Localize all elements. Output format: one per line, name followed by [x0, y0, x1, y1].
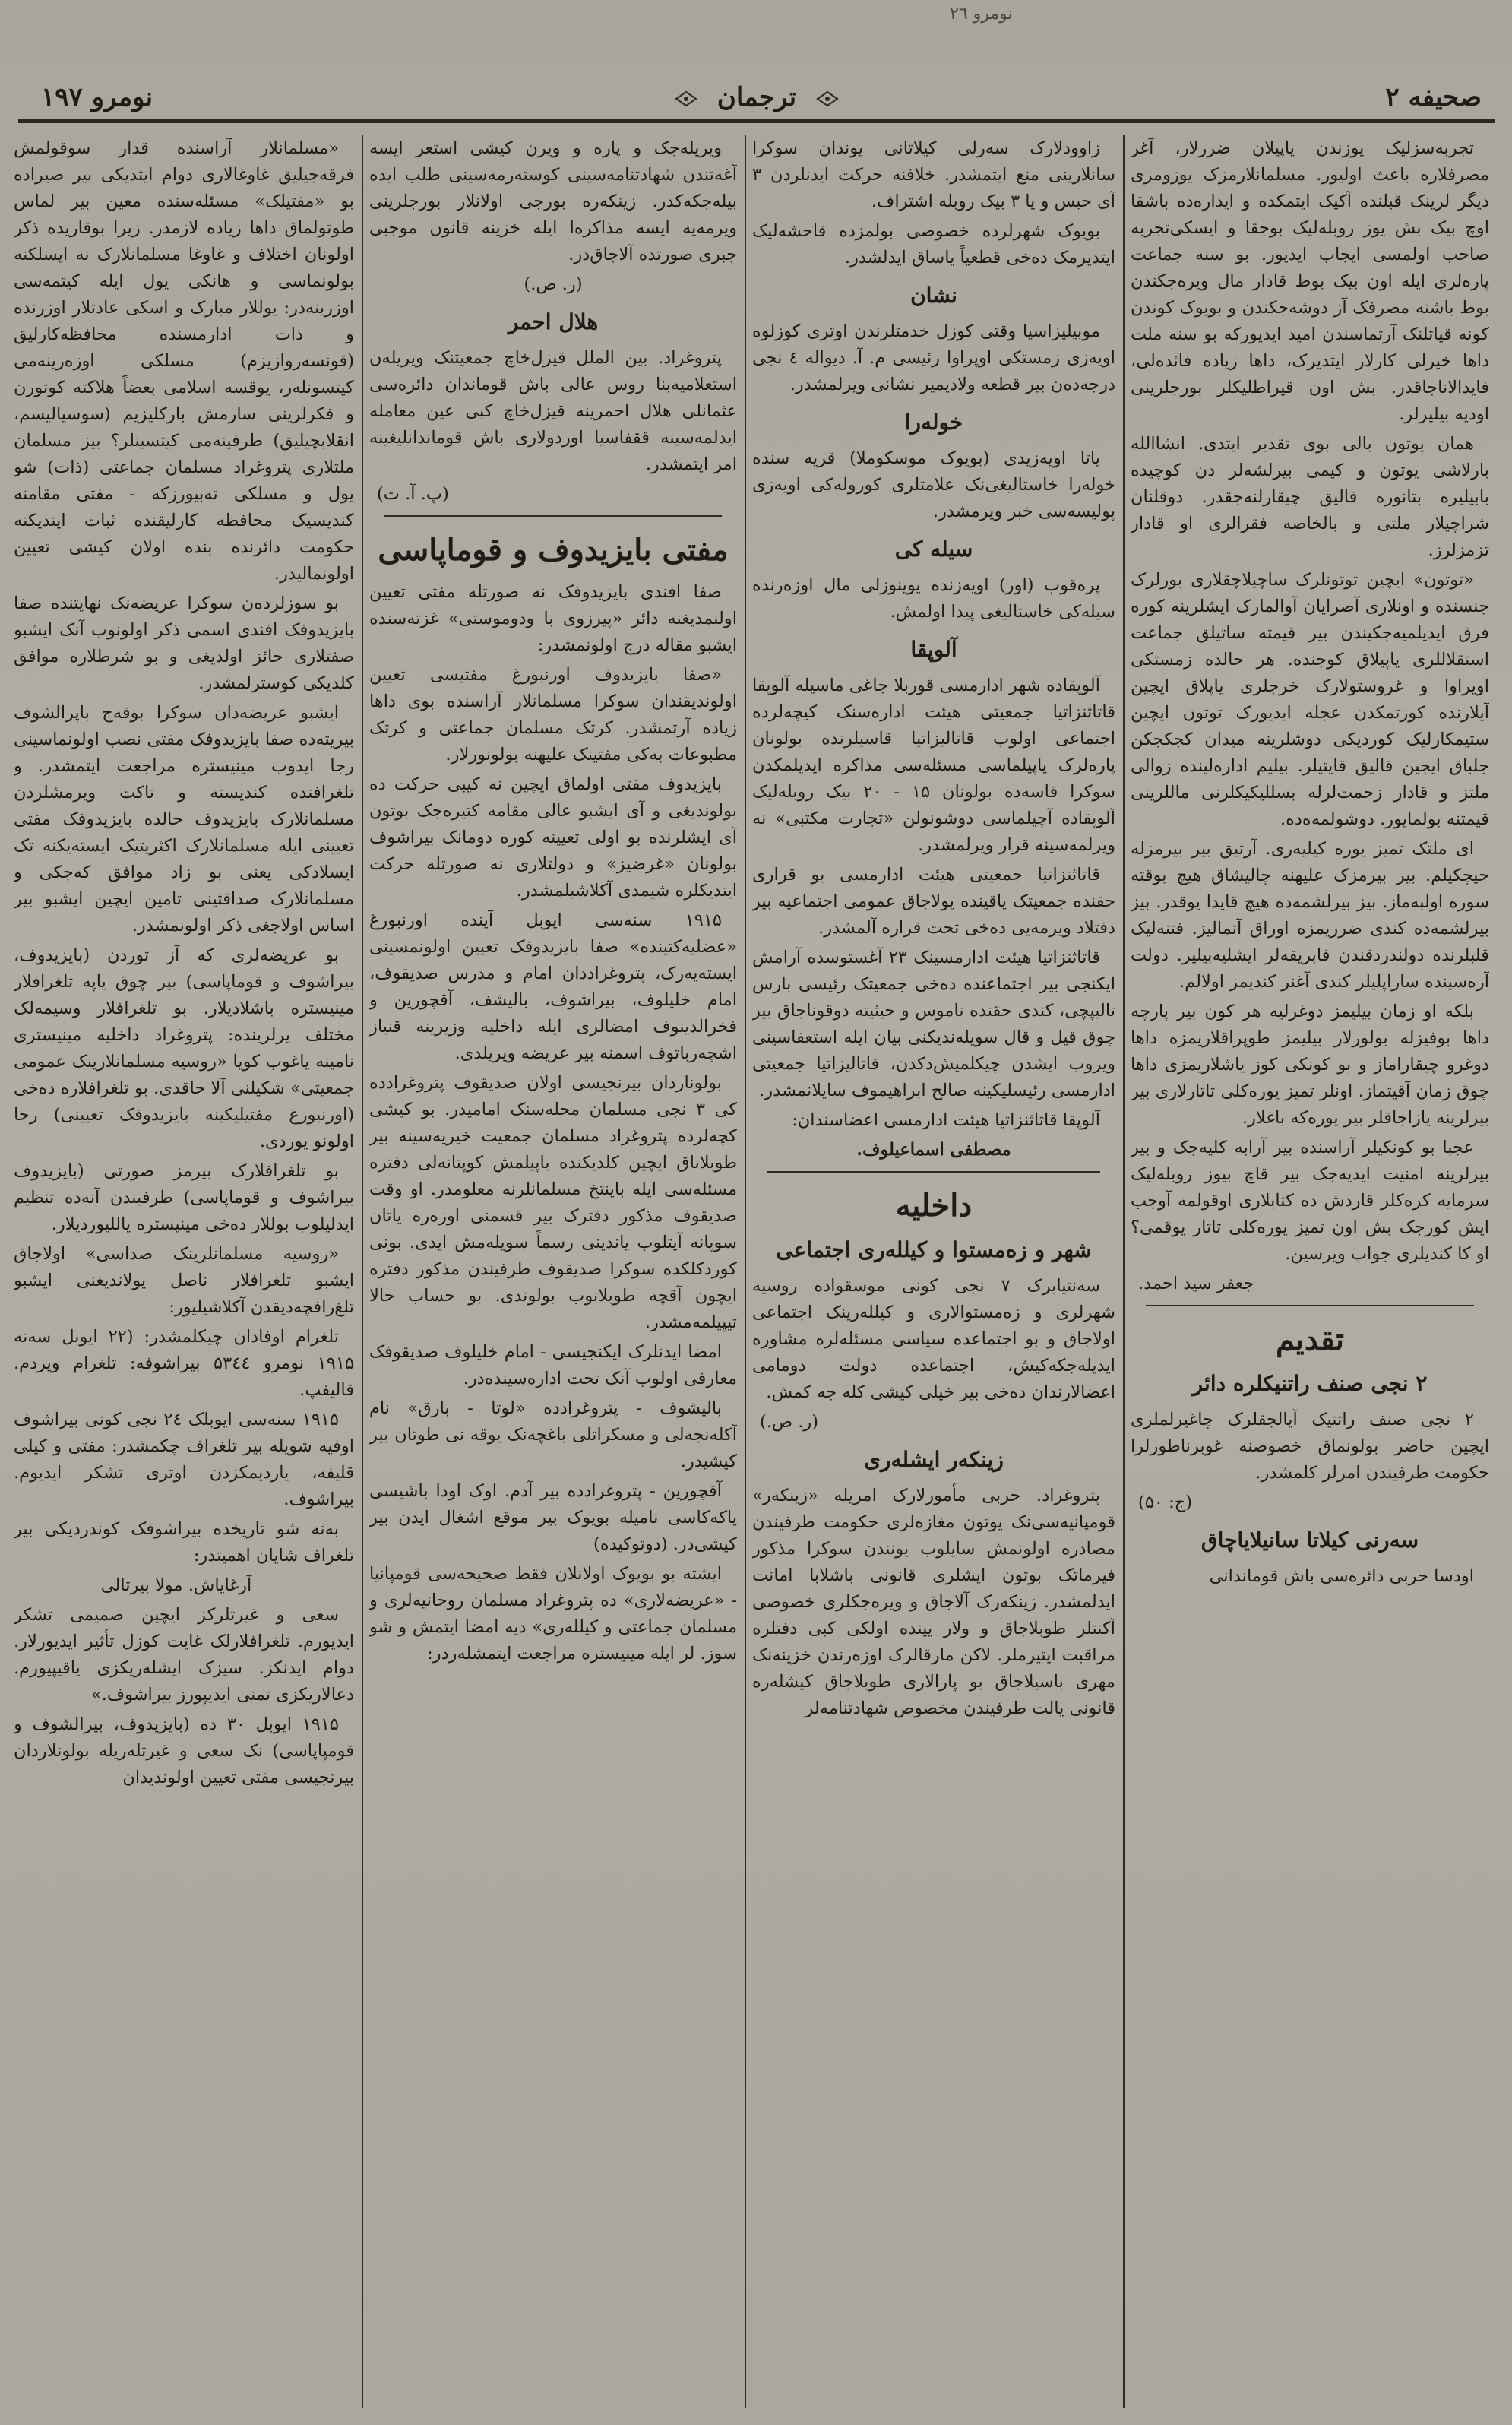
article-paragraph: قاتاثنزاتیا هیئت ادارمسینک ۲۳ آغستوسده آرامش ایکنجی بیر اجتماعنده ده‌خی جمعیتک رئیسی بارس تالیپچی، کندی حقنده ناموس و حیثیته دوقوناجاق بیر چوق قیل و قال سویله‌ندیکنی بیان ایله استعفاسینی ویروب ایشدن چیکلمیش‌دکدن، قاتالیزاتیا جمعیتی ادارمسی رئیسلیکینه صالح ابراهیموف سایلا‌نمشدر.	[752, 948, 1115, 1100]
article-signature: (پ. آ. ت)	[377, 484, 449, 504]
article-paragraph: موبیلیزاسیا وقتی کوزل خدمتلرندن اوتری کوزلوه اویه‌زی زمستکی اوپراوا رئیسی م. آ. دیواله ٤ نجی درجه‌ده‌ن بیر قطعه ولادیمیر نشانی ویرلمشدر.	[752, 321, 1115, 394]
top-note: نومرو ۲٦	[950, 5, 1013, 24]
article-paragraph: تجربه‌سزلیک یوزندن یاپیلان ضررلار، آغر مصرفلاره باعث اولیور. مسلمانلارمزک یوزومزی دیگر لرینک قبلنده آکیک ایتمکده و ایداره‌ده باشقا اوچ بیک بش یوز روبله‌لیک بوجقا و ایسکی‌تجربه صاحب اولمسی ایجاب ایدیور. بو سنه جماعت پاره‌لری ایله اون بیک بوط قادار مال ویره‌جکندن بوط باشنه مصرفک آز دوشه‌جکندن و بویوک کوندن کونه قیاتلنک آرتماسندن امید ایدیورکه بو سنه ملت داها خیرلی کارلار ایتدیرک، داها زیاده فائده‌لی، فایدالاناجاقدر. بش اون قیراطلیکلر بورجلرینی اودیه بیلیرلر.	[1131, 138, 1489, 424]
column-1	[1131, 135, 1489, 2408]
article-paragraph: آلوپقا قاتاثنزاتیا هیئت ادارمسی اعضاسندان:	[792, 1110, 1100, 1130]
article-paragraph: پره‌قوب (اور) اویه‌زنده یوینوزلی مال اوزه‌رنده سیله‌کی خاستالیغی پیدا اولمش.	[752, 575, 1115, 622]
article-signature: مصطفی اسماعیلوف.	[856, 1140, 1011, 1160]
article-heading: سیله کی	[894, 537, 973, 562]
column-rule	[745, 135, 746, 2408]
article-heading: نشان	[910, 283, 957, 308]
section-divider	[384, 515, 722, 517]
article-heading: ۲ نجی صنف راتنیکلره دائر	[1192, 1371, 1428, 1396]
article-paragraph: اودسا حربی دائره‌سی باش قوماندانی	[1209, 1566, 1474, 1586]
article-heading: هلال احمر	[508, 309, 599, 334]
column-rule	[362, 135, 363, 2408]
column-2	[752, 135, 1115, 2408]
article-paragraph: ۱۹۱۵ سنه‌سی ایوبلک ۲٤ نجی کونی بیراشوف اوفیه شویله بیر تلغراف چکمشدر: مفتی و کیلی قلیفه، یاردیمکزدن اوتری تشکر ایدیوم. بیراشوف.	[14, 1410, 354, 1509]
article-paragraph: «توتون» ایچین توتونلرک ساچیلاچقلاری بورلرک جنسنده و اونلاری آصرایان آوالمارک ایشلرینه کوره فرق ایدیلمیه‌جکیندن بیر قیمته ساتیلق جماعت استقلاللری یاپیلاق کوجنده. هر حالده زمستکی اویراوا و غروستولارک خرجلری یاپلاق ایچین آیلارنده کوزتمکدن عجله ایدیورک توتون ایچین ستیمکارلیک کوردیکی دوشلرینه میدان کجکجکن جلباق ایجین قالیق قایتیلر. بیلیم اداره‌لینده زوالی ملتز و قادار زحمت‌لرله بسللیکیکلرنی ماللرینی قیمتنه بولمایور. دوشولمه‌ه‌ده.	[1131, 570, 1489, 829]
article-signature: (ج: ۵۰)	[1138, 1493, 1192, 1512]
article-paragraph: «روسیه مسلمانلرینک صداسی» اولاجاق ایشبو تلغرافلار ناصل یولاندیغنی ایشبو تلغ‌رافچه‌دیقدن آکلاشیلیور:	[14, 1244, 354, 1317]
section-divider	[1146, 1305, 1474, 1306]
newspaper-title	[18, 82, 1495, 112]
column-4	[14, 135, 354, 2408]
article-paragraph: صفا افندی بایزیدوفک نه صورتله مفتی تعیین اولنمدیغنه دائر «پیرزوی با ودومو‌ستی» غزته‌سنده ایشبو مقاله درج اولو‌نمشدر:	[369, 582, 737, 655]
article-heading: زینکه‌ر ایشله‌ری	[864, 1447, 1004, 1472]
article-heading: شهر و زه‌مستوا و کیلله‌ری اجتماعی	[776, 1237, 1092, 1262]
article-paragraph: «صفا بایزیدوف اورنبورغ مفتیسی تعیین اولوندیقندان سوکرا مسلمانلار آراسنده بوی داها زیاده آرتمشدر. کرتک مسلمان جماعتی و کرتک مطبوعات به‌کی مفتینک علیهنه بولونورلار.	[369, 665, 737, 765]
article-paragraph: همان یوتون بالی بوی تقدیر ایتدی. انشاالله بارلاشی یوتون و کیمی بیرلشه‌لر دن کوچیده بابیلیره بتانوره قالیق چیقارلنه‌جقدر. دوقلنان شراچیلار ملتی و بالخاصه فقرالری او قادار تزمزلرز.	[1131, 434, 1489, 560]
article-paragraph: یاتا اویه‌زیدی (بویوک موسکوملا) قریه سنده خوله‌را خاستالیغی‌نک علامتلری کوروله‌کی اویه‌زی پولیسه‌سی خبر ویرمشدر.	[752, 448, 1115, 521]
section-divider	[767, 1171, 1100, 1173]
article-paragraph: سعی و غیرتلرکز ایچین صمیمی تشکر ایدیورم. تلغرافلارلک غایت کوزل تأثیر ایدیورلار. دوام ایدنکز. سیزک ایشله‌ریکزی یاقیپیورم. دعالاریکزی تمنی ایدیپورز بیراشوف.»	[14, 1605, 354, 1705]
article-paragraph: بلکه او زمان بیلیمز دوغرلیه هر کون بیر پارچه داها بوفیزله بولورلار بیلیمز طوپراقلاریمزه داها دوغرو چیقاراماز و بو کونکی کوز یاشلاریمزی داها چوق زمان آقیتماز. اونلر تمیز یوره‌کلی تاتارلاری بیر بیرلرینه یازاجاقلر بیر یوره‌که باغلار.	[1131, 1002, 1489, 1128]
page-number-label: صحیفه ۲	[1385, 82, 1482, 112]
newspaper-title-text: ترجمان	[716, 82, 797, 112]
article-heading: آلوپقا	[910, 637, 957, 662]
article-signature: (ر. ص.)	[524, 274, 583, 294]
article-heading-main: مفتی بایزیدوف و قوماپاسی	[378, 532, 729, 568]
article-paragraph: بالیشوف - پتروغرادده «لوتا - بارق» نام آکله‌نجه‌لی و مسکراتلی باغچه‌نک یوقه نی طوتان بیر کیشیدر.	[369, 1398, 737, 1471]
ornament-right-icon	[816, 89, 839, 109]
article-paragraph: عجبا بو کونکیلر آراسنده بیر آرابه کلیه‌جک و بیر بیرلرینه امنیت ایدیه‌جک بیر قاچ بیوز روبله‌لیک سرمایه کره‌کلر قاردش ده کتابلاری اوقولمه آوجب ایش کورجک بش اون تمیز یوره‌کلی تاتار یوقمی؟ او کا کندیلری جواب ویرسین.	[1131, 1138, 1489, 1264]
article-paragraph: ای ملتک تمیز یوره کیلیه‌ری. آرتیق بیر بیرمزله حیچکیلم. بیر بیرمزک علیهنه چالیشاق هیچ بوقته سوره اولبه‌ماز. بیز بیرلشمه‌ده هیچ قایدا یوقدر. بیز بیرلشمه‌ده کندی ضرریمزه اوراق آتمالیز. فتنه‌لیک قلبلرنده دولندردقندن فابریقه‌لر ایشلیه‌بیلیر. دولت آره‌سینده ساراپلیلر کندی آغنر کندیمز اولالم.	[1131, 839, 1489, 992]
article-paragraph: پتروغراد. حربی مأمورلارک امریله «زینکه‌ر» قومپانیه‌سی‌نک یوتون مغازه‌لری حکومت طرفیندن مصادره اولونمش سایلوب یونندن سوکرا مذکور فیرماتک بوتون ایشلری قانونی باشلابا امانت ایدلمشدر. زینکه‌رک آلاجاق و ویره‌جکلری خصوصی آکنتلر طوبلاجاق و ولار یینده اولکی کبی دفتلره مراقبت ایتیرملر. لاکن مارقالرک اوزه‌رندن خزینه‌نک مهری باسیلاجاق بو پارالاری طوبلاجاق کیشله‌ره قانونی یالت طرفیندن مخصوص شهادتنامه‌لر	[752, 1486, 1115, 1718]
issue-number-label: نومرو ۱۹۷	[41, 82, 153, 112]
column-rule	[1123, 135, 1125, 2408]
article-paragraph: ایشبو عریضه‌دان سوکرا بوقه‌ج باپرالشوف بیریته‌ده صفا بایزیدوفک مفتی نصب او‌لونماسینی رجا ایدوب مینیستره مراجعت ایتمشدر. و تلغرافنده کندیسنه و تاکت ویرمشلردن مسلمانلارک بایزیدوف حالده بایزیدوفک مفتی تعیینی ایله مسلمانلارک اکثریتیک ایسته‌یکنه تک ایسلادکی یعنی بو زاد موافق که‌جکی و مسلمانلارک صداقتینی تامین ایچین ایشبو بیر اساس اولاجغی ذکر اولونمشدر.	[14, 703, 354, 935]
article-paragraph: ۱۹۱۵ سنه‌سی ایوبل آینده اورنبورغ «عضلیه‌کتینده» صفا بایزیدوفک تعیین اولونمسینی ایسته‌یه‌رک، پتروغراددان امام و مدرس صدیقوف، امام خلیلوف، بیراشوف، بالیشف، آقچورین و فخرالدینوف امضالری ایله داخلیه وزیرینه قنیاز اشچه‌رباتوف اسمنه بیر عریضه ویریلدی.	[369, 910, 737, 1063]
ornament-left-icon	[675, 89, 697, 109]
column-3	[369, 135, 737, 2408]
article-paragraph: بو سوزلرده‌ن سوکرا عریضه‌نک نهایتنده صفا بایزیدوفک افندی اسمی ذکر اولونوب آنک ایشبو صفتلاری حائز اولدیغی و بو شرطلاره موافق کلدیکی کوستر‌لمشدر.	[14, 594, 354, 693]
article-paragraph: آرغایاش. مولا بیرتالی	[100, 1575, 252, 1595]
section-heading: داخلیه	[895, 1188, 973, 1224]
masthead	[18, 76, 1495, 123]
article-paragraph: ۱۹۱۵ ایوبل ۳۰ ده (بایزیدوف، بیرالشوف و قومپاپاسی) نک سعی و غیرتله‌ریله بولونلاردان بیرنجیسی مفتی تعیین اولوندیدان	[14, 1714, 354, 1787]
article-heading: سه‌رنی کیلاتا سانیلایاچاق	[1200, 1527, 1419, 1553]
article-paragraph: قاتاثنزاتیا جمعیتی هیئت ادارمسی بو قراری حقنده جمعیتک یاقینده یولاجاق عمومی اجتماعیه بیر دفتلاد ویرمه‌یی ده‌خی تحت قراره آلمشدر.	[752, 865, 1115, 938]
article-signature: جعفر سید احمد.	[1138, 1274, 1254, 1293]
article-paragraph: بولوناردان بیرنجیسی اولان صدیقوف پتروغرادده کی ۳ نجی مسلمان محله‌سنک امامیدر. بو کیشی کچه‌لرده پتروغراد مسلمان جمعیت خیریه‌سینه بیر طوبلاناق ایچین کلدیکنده یاپیلمش کوپتانه‌لی دفتره مسئله‌سی ایله باینتخ مسلمانلرنه معلومدر. او وقت صدیقوف مذکور دفترک بیر قسمنی اوزه‌ره یاتان سوپانه‌ آیتلوب یاندینی رسماً سویله‌مش ایدی. بونی کوردکلکده سوکرا صدیقوف طرفیندن مذکور دفتره ایچون آقچه طوبلانوب بولوندی. بو حساب حالا تیپیلمه‌مشدر.	[369, 1073, 737, 1332]
article-paragraph: سه‌نتیابرک ۷ نجی کونی موسقواده روسیه شهرلری و زه‌مستوالاری و کیلله‌رینک اجتماعی اولاجاق و بو اجتماعده سیاسی مسئله‌لره مشاوره ایدیله‌جکه‌کیش، اجتماعده دولت دومامی اعضالارندان ده‌خی بیر خیلی کیشی کله جه کمش.	[752, 1276, 1115, 1402]
article-paragraph: پتروغراد. بین الملل قیزل‌خاچ جمعیتنک ویریله‌ن استعلامیه‌بنا روس عالی باش قوماندان دائره‌سی عثمانلی هلال احمرینه قیزل‌خاچ کبی عین معامله ایدلمه‌سینه ققفاسیا اوردولاری باش قوماندانلیغینه امر ایتمشدر.	[369, 348, 737, 474]
article-paragraph: ۲ نجی صنف راتنیک آیالجقلرک چاغیرلملری ایچین حاضر بولونماق خصوصنه غوبرناطورلرا حکومت طرفیندن امرلر کلمشدر.	[1131, 1410, 1489, 1483]
article-paragraph: ویریله‌جک و پاره و ویرن کیشی استعر ایسه آغه‌تندن شهادتنامه‌سینی کوسته‌رمه‌سینی طلب ایده بیله‌جکه‌کدر. زینکه‌ره بورجی اولانلار بورجلرینی ویرمه‌یه ایسه مذاکره‌ا ایله خزینه قانون موجبی جبری صورتده آلاجاق‌در.	[369, 138, 737, 264]
article-paragraph: تلغرام اوفادان چیکلمشدر: (۲۲ ایوبل سه‌نه ۱۹۱۵ نومرو ۵٣٤٤ بیراشوفه: تلغرام ویردم. قالیفپ.	[14, 1327, 354, 1400]
article-heading: خوله‌را	[904, 410, 963, 435]
article-paragraph: بایزیدوف مفتی اولماق ایچین نه کیبی حرکت ده بولوندیغی و آی ایشبو عالی مقامه کتیره‌جک بوتون آی ایشلرنده بو اولی تعیینه کوره دومانک بیراشوف بولونان «غرضیز» و دولتلاری نه صورتله حرکت ایتدیکلره شیمدی آکلاشیلمشدر.	[369, 774, 737, 901]
article-paragraph: بویوک شهرلرده خصوصی بولمزده قاحشه‌لیک ایتدیرمک ده‌خی قطعیاً یاساق ایدلشدر.	[752, 221, 1115, 268]
article-paragraph: آلوپقاده شهر ادارمسی قوربلا جاغی ما‌سیله آلوپقا قاتاثنزاتیا جمعیتی هیئت اداره‌سنک کیچه‌لرده اجتماعی اولوب قاتالیزاتیا قاسیلرنده بولونان پاره‌لرک یاپیلماسی مسئله‌سی مذاکره ایدیلمکدن سوکرا قاسه‌ده بولونان ۱۵ - ۲۰ بیک روبله‌لیک آلوپقاده آچیلماسی دوشونولن «تجارت مکتبی» نه ویرلمه‌سینه قرار ویرلمشدر.	[752, 676, 1115, 855]
article-paragraph: بو تلغرافلارک بیرمز صورتی (بایزیدوف بیراشوف و قوماپاسی) طرفیندن آنه‌ده تنظیم ایدلیلوب بوللار ده‌خی مینیستره یاللیوردیلار.	[14, 1161, 354, 1234]
article-paragraph: بو عریضه‌لری که آز توردن (بایزیدوف، بیراشوف و قوماپاسی) بیر چوق یاپه تلغرافلار مینیستره باشلادیلار. بو تلغرافلار وسیمه‌لک مختلف یرلرینده: پتروغراد داخلیه مینیستری نامینه یاغوب کویا «روسیه مسلمانلارینک عمومی جمعیتی» شکیلنی آلا حاقدی. بو تلغرافلاره ده‌خی (اورنبورغ مفتیلیکینه بایزیدوفک تعیینی) رجا اولونو یوردی.	[14, 945, 354, 1151]
article-signature: (ر. ص.)	[760, 1412, 819, 1432]
article-paragraph: «مسلمانلار آراسنده قدار سوقولمش فرقه‌جیلیق غاوغالاری دوام ایتدیکی بیر صیراده بو «مفتیلک» مسئله‌سنده معین بیر لماس طوتولماق داها زیاده لازمدر. زیرا بوقاریده ذکر اولونان اختلاف و غاوغا مسلمانلارک نه ایسلکنه بولونماسی و هانکی یول ایله کیتمه‌سی اوزرینه‌در: یوللار مبارک و اسکی عادتلار اوزرنده و ذات ادارمسنده محافظه‌کار‌لیق (قونسه‌روازیزم) مسلکی اوزه‌رینه‌می کیتسونله‌ر، یوقسه اسلامی بعضاً هلاکته کوتورن و فکرلرینی سارمش بارکلیزیم (سوسیالیسم، انقلابچیلیق) طرفینه‌می کیتسینلر؟ بیز مسلمان ملتلاری پتروغراد مسلمان جماعتی (ذات) شو یول و مسلکی ته‌بیورزکه - مفتی مقامنه کندیسیک محافظه کارلیقنده ثبات ایتدیکنه حکومت دائرنده بنده اولان کیشی تعیین اولونمالیدر.	[14, 138, 354, 584]
article-paragraph: آقچورین - پتروغرادده بیر آدم. او‌ک اودا باشیسی یاکه‌کاسی نامیله بویوک بیر موقع اشغال ایدن بیر کیشی‌در. (دوتوکیده)	[369, 1481, 737, 1554]
section-heading: تقدیم	[1275, 1322, 1345, 1357]
article-paragraph: به‌نه شو تاریخده بیراشوفک کوندردیکی بیر تلغراف شایان اهمیتدر:	[14, 1519, 354, 1565]
article-paragraph: امضا ایدنلرک ایکنجیسی - امام خلیلوف صدیقوفک معارفی اولوب آنک تحت اداره‌سینده‌در.	[369, 1342, 737, 1388]
article-paragraph: ایشته بو بویوک اولانلان فقط صحیحه‌سی قومپانیا - «عریضه‌لاری» ده پتروغراد مسلمان روحانیه‌لری و مسلمان جماعتی و کیلله‌ری» دیه امضا ایتمش و شو سوز. لر ایله مینیستره مراجعت ایتمشله‌ردر:	[369, 1564, 737, 1664]
article-paragraph: زاوودلارک سه‌رلی کیلاتانی یوندان سوکرا سانلارینی منع ایتمشدر. خلافنه حرکت ایدنلردن ۳ آی حبس و یا ۳ بیک روبله اشتراف.	[752, 138, 1115, 211]
masthead-rule	[18, 119, 1495, 123]
